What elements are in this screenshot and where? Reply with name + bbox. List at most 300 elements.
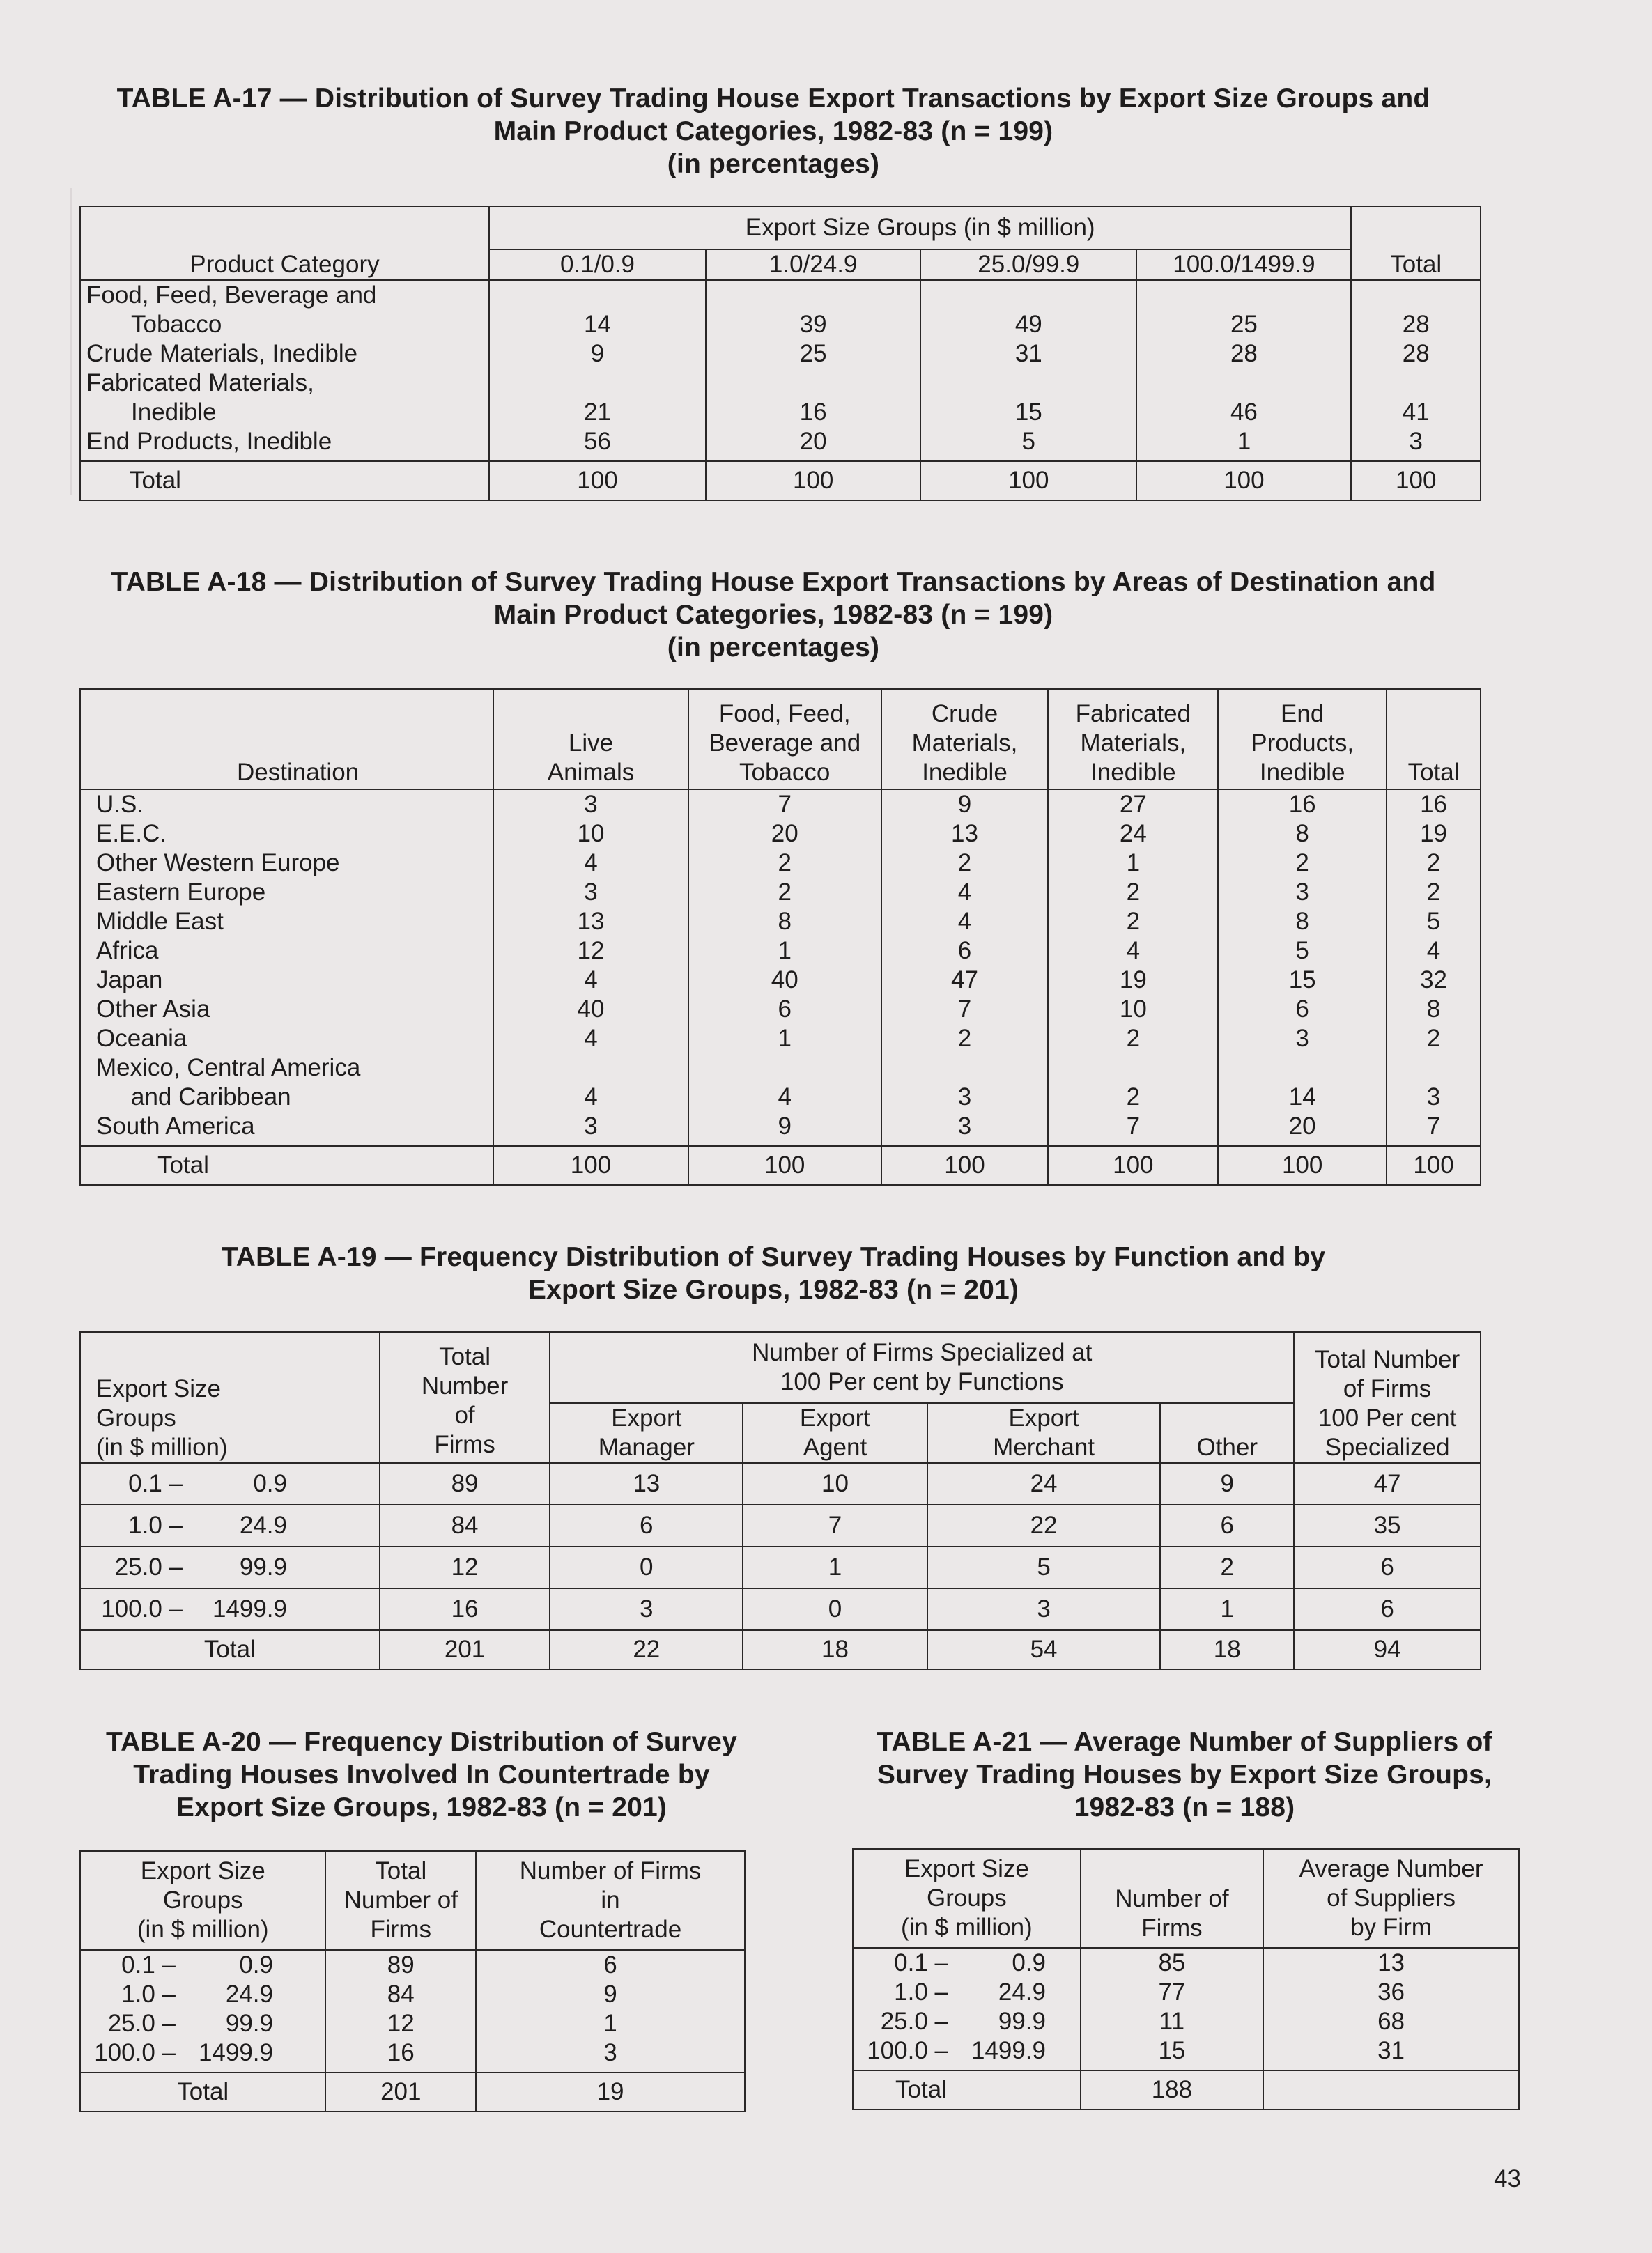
page-number: 43 [1494, 2165, 1521, 2192]
data-cell: 6 [881, 936, 1049, 966]
empty-cell [920, 280, 1136, 310]
data-cell: 0 [743, 1588, 927, 1630]
total-cell: 100 [1048, 1146, 1218, 1185]
header-line: of Firms [1343, 1375, 1432, 1402]
total-cell: 100 [1218, 1146, 1387, 1185]
data-cell: 6 [1294, 1547, 1481, 1588]
data-cell: 19 [1048, 966, 1218, 995]
size-group-cell [80, 1588, 380, 1630]
data-cell: 13 [550, 1463, 743, 1505]
data-cell: 4 [493, 1024, 688, 1053]
data-cell: 6 [1218, 995, 1387, 1024]
header-line: Tobacco [739, 759, 831, 786]
header-line: Number [421, 1372, 509, 1400]
data-cell: 12 [493, 936, 688, 966]
data-cell: 2 [1048, 907, 1218, 936]
size-group-to: 99.9 [998, 2008, 1046, 2035]
total-cell: 100 [1136, 461, 1351, 500]
data-cell: 7 [743, 1505, 927, 1547]
data-cell: 9 [489, 339, 706, 369]
header-total: Total [1351, 206, 1481, 280]
title-line: TABLE A-21 — Average Number of Suppliers of [877, 1727, 1492, 1757]
title-line: TABLE A-17 — Distribution of Survey Trading House Export Transactions by Export Size Groups and [116, 84, 1430, 114]
header-line: Inedible [1259, 759, 1345, 786]
row-label: South America [80, 1112, 493, 1146]
size-group-cell [80, 1980, 325, 2009]
total-cell: 201 [325, 2073, 476, 2112]
column-header [1048, 689, 1218, 789]
row-label: Japan [80, 966, 493, 995]
size-group-cell [853, 2007, 1081, 2036]
data-cell: 49 [920, 310, 1136, 339]
data-cell: 14 [1218, 1083, 1387, 1112]
header-line: Number of [1115, 1885, 1229, 1912]
size-group-to: 24.9 [225, 1981, 273, 2008]
data-cell: 0 [550, 1547, 743, 1588]
size-group-cell [80, 2038, 325, 2073]
data-cell: 2 [1048, 878, 1218, 907]
data-cell: 12 [325, 2009, 476, 2038]
data-cell: 77 [1081, 1978, 1263, 2007]
table-a19-title [42, 1241, 1505, 1306]
header-export-size-groups [853, 1849, 1081, 1948]
column-header: 1.0/24.9 [706, 249, 920, 280]
size-group-from: 25.0 – [107, 2010, 176, 2037]
table-row [80, 1024, 1481, 1053]
header-line: Total [439, 1343, 491, 1370]
header-line: (in $ million) [137, 1916, 269, 1943]
size-group-cell [80, 1505, 380, 1547]
size-group-to: 99.9 [225, 2010, 273, 2037]
total-cell: 18 [1160, 1630, 1294, 1669]
row-label: Oceania [80, 1024, 493, 1053]
data-cell: 9 [688, 1112, 881, 1146]
title-line: Main Product Categories, 1982-83 (n = 199) [493, 600, 1053, 630]
column-header: 0.1/0.9 [489, 249, 706, 280]
table-row [80, 280, 1481, 310]
data-cell: 89 [380, 1463, 550, 1505]
data-cell: 20 [706, 427, 920, 461]
total-cell: 54 [927, 1630, 1161, 1669]
size-group-cell [80, 2009, 325, 2038]
column-header [80, 689, 493, 789]
header-line: Export Size [140, 1857, 265, 1884]
header-line: Materials, [911, 729, 1018, 757]
title-line: Export Size Groups, 1982-83 (n = 201) [527, 1275, 1019, 1305]
data-cell: 3 [881, 1112, 1049, 1146]
data-cell: 16 [325, 2038, 476, 2073]
data-cell: 10 [493, 819, 688, 849]
data-cell: 4 [493, 1083, 688, 1112]
data-cell: 4 [1048, 936, 1218, 966]
table-a18-title [42, 566, 1505, 664]
data-cell: 27 [1048, 789, 1218, 819]
data-cell: 2 [688, 878, 881, 907]
size-group-from: 25.0 – [880, 2008, 948, 2035]
data-cell: 2 [1048, 1024, 1218, 1053]
table-a20-title [77, 1726, 766, 1824]
data-cell: 13 [1263, 1948, 1519, 1978]
table-row [80, 1505, 1481, 1547]
size-group-to: 0.9 [253, 1470, 287, 1497]
total-cell: 201 [380, 1630, 550, 1669]
size-group-to: 1499.9 [971, 2037, 1046, 2064]
data-cell: 9 [1160, 1463, 1294, 1505]
total-cell: 22 [550, 1630, 743, 1669]
header-line: Destination [237, 759, 360, 786]
data-cell: 2 [1048, 1083, 1218, 1112]
table-row [80, 1083, 1481, 1112]
data-cell [1048, 1053, 1218, 1083]
data-cell: 15 [1081, 2036, 1263, 2070]
header-line: Crude [931, 700, 998, 727]
header-other [1160, 1403, 1294, 1463]
size-group-from: 1.0 – [128, 1512, 183, 1539]
data-cell: 6 [1294, 1588, 1481, 1630]
data-cell: 40 [493, 995, 688, 1024]
header-total-specialized [1294, 1332, 1481, 1463]
empty-cell [1136, 369, 1351, 398]
data-cell: 12 [380, 1547, 550, 1588]
data-cell: 2 [1160, 1547, 1294, 1588]
size-group-from: 0.1 – [128, 1470, 183, 1497]
data-cell: 9 [476, 1980, 745, 2009]
data-cell: 56 [489, 427, 706, 461]
data-cell: 1 [688, 1024, 881, 1053]
table-row [80, 849, 1481, 878]
table-row [80, 1053, 1481, 1083]
table-row [80, 310, 1481, 339]
empty-cell [920, 369, 1136, 398]
header-line: Other [1196, 1434, 1258, 1461]
data-cell: 89 [325, 1950, 476, 1980]
row-label: U.S. [80, 789, 493, 819]
header-line: Countertrade [539, 1916, 682, 1943]
data-cell: 1 [743, 1547, 927, 1588]
header-export-size-groups: Export Size Groups (in $ million) [489, 206, 1352, 249]
header-line: of [454, 1402, 475, 1429]
table-row [80, 819, 1481, 849]
data-cell: 84 [380, 1505, 550, 1547]
total-cell: 100 [493, 1146, 688, 1185]
column-header: 25.0/99.9 [920, 249, 1136, 280]
header-line: Inedible [922, 759, 1008, 786]
row-label-continued: Tobacco [80, 310, 489, 339]
data-cell: 7 [1387, 1112, 1481, 1146]
data-cell: 2 [1387, 849, 1481, 878]
header-line: Agent [803, 1434, 867, 1461]
header-line: Live [568, 729, 614, 757]
total-label: Total [80, 1630, 380, 1669]
header-line: Number of [343, 1887, 458, 1914]
table-row [853, 2036, 1519, 2070]
title-line: 1982-83 (n = 188) [1074, 1793, 1295, 1822]
data-cell: 8 [688, 907, 881, 936]
header-line: Number of Firms [519, 1857, 702, 1884]
data-cell: 16 [706, 398, 920, 427]
table-row [80, 1980, 745, 2009]
data-cell: 2 [1387, 878, 1481, 907]
total-cell: 19 [476, 2073, 745, 2112]
row-label: Eastern Europe [80, 878, 493, 907]
header-line: Total [375, 1857, 427, 1884]
header-line: Inedible [1090, 759, 1176, 786]
data-cell: 3 [1218, 1024, 1387, 1053]
data-cell: 8 [1218, 907, 1387, 936]
header-line: of Suppliers [1327, 1884, 1456, 1912]
table-row [80, 907, 1481, 936]
total-cell: 100 [920, 461, 1136, 500]
data-cell: 25 [1136, 310, 1351, 339]
data-cell: 6 [688, 995, 881, 1024]
data-cell: 7 [688, 789, 881, 819]
data-cell: 4 [493, 966, 688, 995]
table-a21 [852, 1848, 1520, 2110]
table-row [80, 878, 1481, 907]
title-line: Export Size Groups, 1982-83 (n = 201) [176, 1793, 667, 1822]
total-label: Total [80, 2073, 325, 2112]
empty-cell [489, 280, 706, 310]
data-cell: 28 [1351, 310, 1481, 339]
header-export-agent [743, 1403, 927, 1463]
header-line: Groups [96, 1404, 176, 1432]
size-group-from: 25.0 – [114, 1554, 183, 1581]
size-group-to: 24.9 [239, 1512, 287, 1539]
title-line: TABLE A-19 — Frequency Distribution of Survey Trading Houses by Function and by [221, 1242, 1326, 1272]
data-cell: 14 [489, 310, 706, 339]
title-line: Trading Houses Involved In Countertrade by [133, 1760, 710, 1790]
table-a20 [79, 1850, 746, 2112]
data-cell: 20 [1218, 1112, 1387, 1146]
data-cell [881, 1053, 1049, 1083]
data-cell: 16 [1218, 789, 1387, 819]
header-line: Export [611, 1404, 682, 1432]
total-cell: 100 [489, 461, 706, 500]
header-line: Merchant [993, 1434, 1095, 1461]
header-line: Average Number [1299, 1855, 1483, 1882]
total-label: Total [80, 1146, 493, 1185]
row-label-continued: Inedible [80, 398, 489, 427]
header-line: Groups [162, 1887, 243, 1914]
table-row [80, 995, 1481, 1024]
data-cell: 1 [1160, 1588, 1294, 1630]
header-line: in [601, 1887, 620, 1914]
header-line: Specialized [1325, 1434, 1450, 1461]
column-header [881, 689, 1049, 789]
header-line: Products, [1251, 729, 1354, 757]
header-line: End [1281, 700, 1325, 727]
data-cell: 3 [1218, 878, 1387, 907]
size-group-cell [80, 1463, 380, 1505]
row-label: Food, Feed, Beverage and [80, 280, 489, 310]
data-cell: 3 [881, 1083, 1049, 1112]
data-cell: 13 [881, 819, 1049, 849]
size-group-to: 0.9 [239, 1951, 273, 1979]
table-row [80, 1463, 1481, 1505]
size-group-cell [853, 2036, 1081, 2070]
header-line: Number of Firms Specialized at [752, 1339, 1093, 1366]
data-cell: 5 [920, 427, 1136, 461]
table-row [80, 1112, 1481, 1146]
title-line: (in percentages) [667, 633, 880, 663]
data-cell: 3 [476, 2038, 745, 2073]
total-cell: 100 [1351, 461, 1481, 500]
data-cell: 16 [1387, 789, 1481, 819]
data-cell: 22 [927, 1505, 1161, 1547]
table-row [80, 1950, 745, 1980]
size-group-from: 1.0 – [894, 1979, 948, 2006]
data-cell: 3 [493, 1112, 688, 1146]
data-cell: 28 [1136, 339, 1351, 369]
total-cell [1263, 2070, 1519, 2109]
size-group-from: 0.1 – [894, 1949, 948, 1976]
column-header [1218, 689, 1387, 789]
data-cell: 3 [927, 1588, 1161, 1630]
data-cell: 1 [1048, 849, 1218, 878]
header-line: 100 Per cent by Functions [780, 1368, 1064, 1395]
header-countertrade [476, 1851, 745, 1950]
data-cell: 24 [1048, 819, 1218, 849]
size-group-to: 1499.9 [198, 2039, 273, 2066]
size-group-from: 1.0 – [121, 1981, 176, 2008]
table-a19 [79, 1331, 1481, 1670]
header-line: Export [799, 1404, 871, 1432]
data-cell: 8 [1387, 995, 1481, 1024]
total-cell: 94 [1294, 1630, 1481, 1669]
data-cell: 3 [1351, 427, 1481, 461]
header-export-size-groups [80, 1851, 325, 1950]
data-cell: 13 [493, 907, 688, 936]
row-label: Mexico, Central America [80, 1053, 493, 1083]
header-export-manager [550, 1403, 743, 1463]
table-row [80, 2038, 745, 2073]
empty-cell [1351, 280, 1481, 310]
data-cell: 35 [1294, 1505, 1481, 1547]
size-group-to: 1499.9 [212, 1595, 287, 1623]
size-group-to: 24.9 [998, 1979, 1046, 2006]
header-line: Firms [370, 1916, 431, 1943]
data-cell: 7 [1048, 1112, 1218, 1146]
data-cell: 11 [1081, 2007, 1263, 2036]
row-label: Middle East [80, 907, 493, 936]
header-number-of-firms [1081, 1849, 1263, 1948]
title-line: TABLE A-20 — Frequency Distribution of Survey [105, 1727, 738, 1757]
header-line: Beverage and [709, 729, 861, 757]
data-cell: 3 [550, 1588, 743, 1630]
data-cell: 4 [881, 878, 1049, 907]
column-header [1387, 689, 1481, 789]
header-line: Groups [926, 1884, 1007, 1912]
header-line: 100 Per cent [1318, 1404, 1457, 1432]
table-row [80, 2009, 745, 2038]
data-cell: 3 [493, 789, 688, 819]
row-label: End Products, Inedible [80, 427, 489, 461]
table-a18 [79, 688, 1481, 1186]
data-cell: 47 [881, 966, 1049, 995]
header-line: Manager [598, 1434, 695, 1461]
data-cell [688, 1053, 881, 1083]
row-label: Crude Materials, Inedible [80, 339, 489, 369]
data-cell [493, 1053, 688, 1083]
data-cell: 1 [1136, 427, 1351, 461]
header-line: Export [1008, 1404, 1079, 1432]
header-product-category: Product Category [80, 206, 489, 280]
data-cell: 32 [1387, 966, 1481, 995]
data-cell: 16 [380, 1588, 550, 1630]
header-specialized [550, 1332, 1294, 1403]
data-cell: 3 [493, 878, 688, 907]
data-cell: 8 [1218, 819, 1387, 849]
data-cell: 31 [1263, 2036, 1519, 2070]
data-cell: 1 [688, 936, 881, 966]
data-cell: 24 [927, 1463, 1161, 1505]
table-a17 [79, 206, 1481, 501]
size-group-from: 100.0 – [101, 1595, 183, 1623]
data-cell: 2 [881, 849, 1049, 878]
header-average-suppliers [1263, 1849, 1519, 1948]
size-group-cell [80, 1547, 380, 1588]
title-line: TABLE A-18 — Distribution of Survey Trading House Export Transactions by Areas of Destination and [111, 567, 1436, 597]
total-label: Total [80, 461, 489, 500]
size-group-cell [853, 1948, 1081, 1978]
header-line: Firms [434, 1431, 495, 1458]
table-row [853, 1948, 1519, 1978]
table-row [80, 398, 1481, 427]
table-row [80, 427, 1481, 461]
data-cell [1387, 1053, 1481, 1083]
data-cell: 10 [743, 1463, 927, 1505]
size-group-cell [853, 1978, 1081, 2007]
header-line: Export Size [904, 1855, 1029, 1882]
data-cell: 68 [1263, 2007, 1519, 2036]
total-cell: 18 [743, 1630, 927, 1669]
data-cell: 3 [1387, 1083, 1481, 1112]
data-cell: 5 [927, 1547, 1161, 1588]
data-cell: 6 [550, 1505, 743, 1547]
data-cell: 2 [881, 1024, 1049, 1053]
row-label: and Caribbean [80, 1083, 493, 1112]
data-cell: 9 [881, 789, 1049, 819]
header-export-merchant [927, 1403, 1161, 1463]
data-cell: 20 [688, 819, 881, 849]
total-cell: 100 [706, 461, 920, 500]
header-line: Fabricated [1075, 700, 1191, 727]
row-label: Other Western Europe [80, 849, 493, 878]
data-cell: 39 [706, 310, 920, 339]
data-cell: 46 [1136, 398, 1351, 427]
header-line: Animals [547, 759, 635, 786]
table-row [80, 1547, 1481, 1588]
data-cell: 5 [1218, 936, 1387, 966]
data-cell: 41 [1351, 398, 1481, 427]
table-row [853, 1978, 1519, 2007]
header-line: Materials, [1080, 729, 1187, 757]
header-line: (in $ million) [901, 1914, 1033, 1941]
title-line: Survey Trading Houses by Export Size Groups, [877, 1760, 1492, 1790]
table-row [853, 2007, 1519, 2036]
header-line: Total Number [1315, 1346, 1460, 1373]
table-row [80, 936, 1481, 966]
table-row [80, 1588, 1481, 1630]
total-cell: 100 [881, 1146, 1049, 1185]
data-cell: 2 [688, 849, 881, 878]
table-row [80, 789, 1481, 819]
empty-cell [706, 369, 920, 398]
header-line: Total [1407, 759, 1460, 786]
data-cell: 25 [706, 339, 920, 369]
data-cell: 15 [1218, 966, 1387, 995]
size-group-to: 99.9 [239, 1554, 287, 1581]
